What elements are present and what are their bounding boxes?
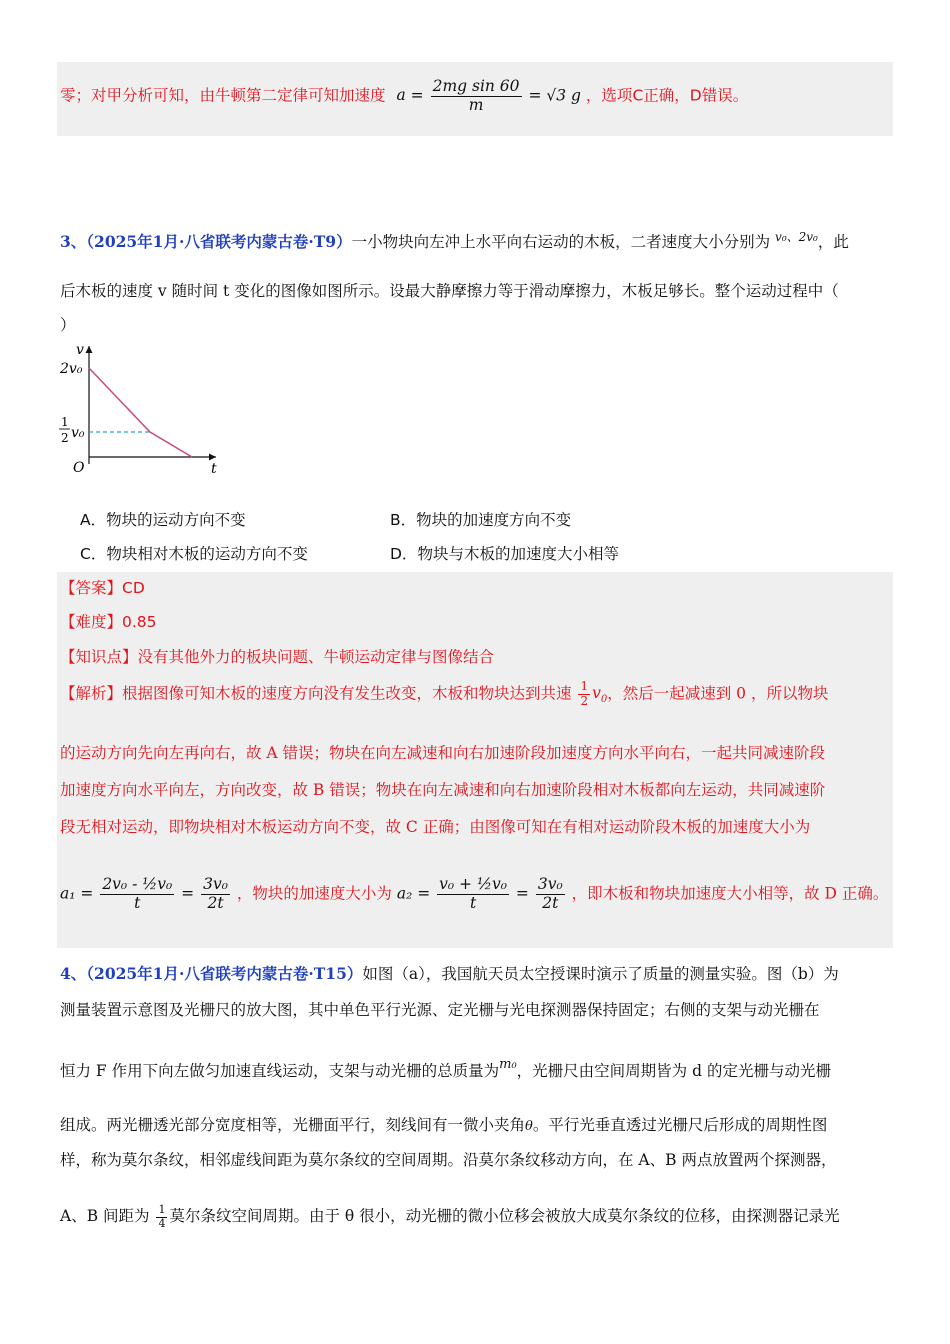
half-fraction: $\frac{1}{2}$: [580, 679, 589, 708]
option-text: 物块的加速度方向不变: [416, 511, 572, 529]
analysis-line-2: 的运动方向先向左再向右，故 A 错误；物块在向左减速和向右加速阶段加速度方向水平向右，一起共同减速阶段: [60, 744, 826, 762]
option-label: A．: [80, 511, 107, 529]
question-text: 。平行光垂直透过光栅尺后形成的周期性图: [532, 1116, 828, 1134]
question-source: （2025年1月·八省联考内蒙古卷·T15）: [86, 964, 363, 983]
question-text: ，此: [817, 233, 849, 251]
question-number: 3、: [60, 232, 87, 251]
fraction-denominator: m: [468, 95, 484, 114]
analysis-line-5: a₁ = $\frac{\text{2v₀ - ½v₀}}{t}$ = $\frac{\text{3v₀}}{2t}$ ，物块的加速度大小为 a₂ = $\frac{\text{v₀ + ½v₀}}{t}$ = $\frac{\text{3v₀}}{2t}$ ，即木板和物块加速度大小相等，故 D 正确。: [60, 875, 889, 912]
q4-line-4: [60, 1113, 827, 1135]
question-text: 一小物块向左冲上水平向右运动的木板，二者速度大小分别为: [351, 233, 771, 251]
q3-stem-line-3: ）: [60, 316, 76, 334]
difficulty-line: [60, 610, 157, 632]
v-axis-label: v: [76, 342, 84, 358]
option-d[interactable]: [390, 542, 619, 564]
knowledge-value: 没有其他外力的板块问题、牛顿运动定律与图像结合: [137, 648, 495, 666]
v0-symbol: $v_0$: [592, 684, 608, 706]
analysis-text: ，然后一起减速到 0 ，所以物块: [607, 684, 829, 703]
theta-symbol: θ: [525, 1119, 533, 1134]
question-text: ，光栅尺由空间周期皆为 d 的定光栅与动光栅: [516, 1062, 831, 1080]
previous-analysis-line: [60, 78, 748, 115]
fraction-numerator: 2mg sin 60: [432, 77, 520, 95]
question-number: 4、: [60, 964, 87, 983]
answer-value: CD: [122, 579, 145, 597]
accel-symbol: a: [396, 86, 406, 105]
option-text: 物块与木板的加速度大小相等: [417, 545, 619, 563]
q3-stem-line-2: 后木板的速度 v 随时间 t 变化的图像如图所示。设最大静摩擦力等于滑动摩擦力，木板足够长。整个运动过程中（: [60, 282, 839, 300]
question-text: 组成。两光栅透光部分宽度相等，光栅面平行，刻线间有一微小夹角: [60, 1116, 526, 1134]
difficulty-label: 【难度】: [60, 613, 123, 631]
answer-label: 【答案】: [60, 579, 123, 597]
board-velocity-line: [89, 368, 192, 457]
a1-label: a₁ =: [60, 884, 94, 903]
q4-line-3: [60, 1057, 831, 1081]
question-text: 莫尔条纹空间周期。由于 θ 很小，动光栅的微小位移会被放大成莫尔条纹的位移，由探测器记录光: [169, 1207, 840, 1226]
mass-symbol: m₀: [499, 1057, 517, 1072]
two-v0-label: 2v₀: [60, 361, 83, 377]
option-a[interactable]: [80, 508, 246, 530]
option-text: 物块相对木板的运动方向不变: [106, 545, 308, 563]
option-label: B．: [390, 511, 417, 529]
analysis-line-1: [60, 680, 828, 709]
a2-result: $\frac{\text{3v₀}}{2t}$: [537, 875, 563, 912]
knowledge-line: [60, 645, 494, 667]
quarter-fraction: $\frac{1}{4}$: [158, 1203, 166, 1230]
question-text: A、B 间距为: [60, 1207, 150, 1226]
option-label: C．: [80, 545, 107, 563]
analysis-text: ，即木板和物块加速度大小相等，故 D 正确。: [571, 884, 889, 903]
velocity-time-graph: [58, 340, 228, 475]
analysis-line-4: 段无相对运动，即物块相对木板运动方向不变，故 C 正确；由图像可知在有相对运动阶段木板的加速度大小为: [60, 818, 811, 836]
half-v0: v₀: [71, 425, 85, 441]
a2-fraction: $\frac{\text{v₀ + ½v₀}}{t}$: [439, 875, 507, 912]
analysis-text: 正确，: [643, 86, 690, 105]
question-source: （2025年1月·八省联考内蒙古卷·T9）: [86, 232, 352, 251]
option-c-letter: C: [632, 86, 644, 105]
speed-values: v₀、2v₀: [775, 230, 818, 244]
question-text: 如图（a），我国航天员太空授课时演示了质量的测量实验。图（b）为: [362, 965, 839, 983]
accel-fraction: [431, 78, 522, 115]
equals-sign: =: [410, 86, 424, 105]
analysis-text: ，选项: [585, 86, 633, 105]
q4-line-5: 样，称为莫尔条纹，相邻虚线间距为莫尔条纹的空间周期。沿莫尔条纹移动方向，在 A、B 两点放置两个探测器，: [60, 1151, 837, 1169]
analysis-text: 错误。: [701, 86, 749, 105]
option-text: 物块的运动方向不变: [106, 511, 246, 529]
analysis-text: 零；对甲分析可知，由牛顿第二定律可知加速度: [60, 86, 386, 105]
accel-result: = √3 g: [528, 86, 581, 105]
q3-stem-line-1: [60, 228, 849, 252]
half-den: 2: [61, 431, 69, 445]
q4-line-1: [60, 962, 839, 984]
a2-label: a₂ =: [396, 884, 431, 903]
analysis-line-3: 加速度方向水平向左，方向改变，故 B 错误；物块在向左减速和向右加速阶段相对木板都向左运动，共同减速阶: [60, 781, 826, 799]
option-b[interactable]: [390, 508, 571, 530]
a1-result: $\frac{\text{3v₀}}{2t}$: [203, 875, 228, 912]
difficulty-value: 0.85: [122, 613, 157, 631]
half-num: 1: [61, 415, 69, 429]
answer-line: [60, 576, 145, 598]
q4-line-6: [60, 1204, 840, 1230]
analysis-label: 【解析】: [60, 684, 123, 703]
analysis-text: 根据图像可知木板的速度方向没有发生改变，木板和物块达到共速: [122, 684, 572, 703]
analysis-text: ，物块的加速度大小为: [236, 884, 392, 903]
option-d-letter: D: [689, 86, 702, 105]
knowledge-label: 【知识点】: [60, 648, 138, 666]
question-text: 恒力 F 作用下向左做匀加速直线运动，支架与动光栅的总质量为: [60, 1062, 500, 1080]
t-axis-label: t: [211, 461, 217, 475]
option-c[interactable]: [80, 542, 308, 564]
option-label: D．: [390, 545, 418, 563]
a1-fraction: $\frac{\text{2v₀ - ½v₀}}{t}$: [102, 875, 173, 912]
origin-label: O: [73, 460, 85, 475]
q4-line-2: 测量装置示意图及光栅尺的放大图，其中单色平行光源、定光栅与光电探测器保持固定；右侧的支架与动光栅在: [60, 1001, 820, 1019]
